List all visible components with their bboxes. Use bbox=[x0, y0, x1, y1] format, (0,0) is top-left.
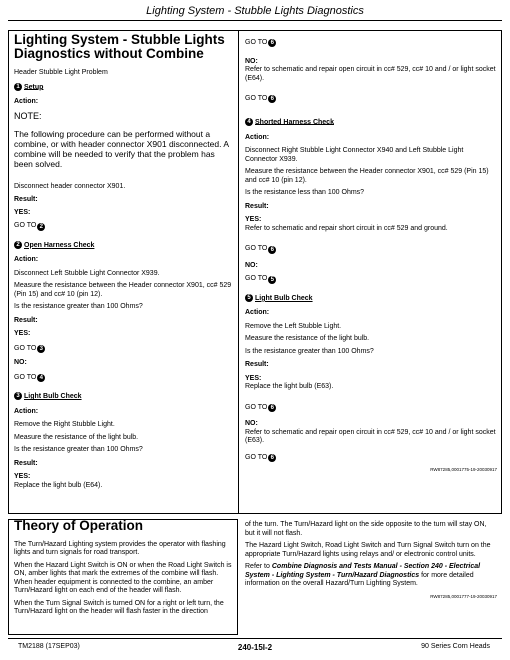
action-label: Action: bbox=[14, 407, 39, 415]
section-title: Lighting System - Stubble Lights Diagnostics without Combine bbox=[14, 32, 225, 61]
step-1-heading: 1 Setup bbox=[14, 83, 236, 92]
no-label: NO: bbox=[245, 420, 258, 428]
step-3-yes-text: Replace the light bulb (E64). bbox=[14, 481, 103, 489]
yes-label: YES: bbox=[14, 330, 31, 338]
goto-link[interactable]: GO TO 6 bbox=[245, 39, 278, 48]
step-5-instruction-1: Remove the Left Stubble Light. bbox=[245, 322, 342, 330]
header-rule bbox=[8, 20, 502, 21]
step-1-instruction: Disconnect header connector X901. bbox=[14, 182, 126, 190]
step-5-instruction-2: Measure the resistance of the light bulb. bbox=[245, 335, 370, 343]
result-label: Result: bbox=[14, 316, 38, 324]
no-label: NO: bbox=[14, 359, 27, 367]
theory-paragraph-1: The Turn/Hazard Lighting system provides the operator with flashing lights and turn signals for road transport. bbox=[14, 540, 226, 556]
no-label: NO: bbox=[245, 57, 258, 65]
theory-left-column bbox=[14, 518, 236, 617]
page-header-title: Lighting System - Stubble Lights Diagnostics bbox=[146, 5, 364, 17]
step-3-heading: 3 Light Bulb Check bbox=[14, 392, 236, 401]
result-label: Result: bbox=[14, 196, 38, 204]
note-label: NOTE: bbox=[14, 111, 42, 122]
yes-label: YES: bbox=[245, 374, 262, 382]
theory-paragraph-6: Refer to Combine Diagnosis and Tests Manual - Section 240 - Electrical System - Lighting System - Turn/Hazard Diagnostics for more detailed information on the overall Hazard/Turn Lighting System. bbox=[245, 563, 481, 587]
step-4-instruction-1: Disconnect Right Stubble Light Connector X940 and Left Stubble Light Connector X939. bbox=[245, 147, 464, 163]
goto-link[interactable]: GO TO 6 bbox=[245, 454, 278, 463]
footer-page-number: 240-15I-2 bbox=[237, 643, 273, 652]
step-5-heading: 5 Light Bulb Check bbox=[245, 294, 497, 303]
theory-right-column bbox=[245, 521, 497, 601]
goto-link[interactable]: GO TO 3 bbox=[14, 345, 47, 354]
step-5-yes-text: Replace the light bulb (E63). bbox=[245, 383, 334, 391]
step-4-question: Is the resistance less than 100 Ohms? bbox=[245, 189, 365, 197]
goto-link[interactable]: GO TO 6 bbox=[245, 404, 278, 413]
result-label: Result: bbox=[14, 459, 38, 467]
note-text: The following procedure can be performed without a combine, or with header connector X901 disconnected. A combine will be needed to verify that the problem has been solved. bbox=[14, 128, 229, 169]
footer-rule bbox=[8, 638, 502, 639]
reference-code: RW87285,0001775-19-20030917 bbox=[430, 467, 497, 473]
action-label: Action: bbox=[245, 133, 270, 141]
theory-paragraph-3: When the Turn Signal Switch is turned ON for a right or left turn, the Turn/Hazard light on the header will flash faster in the direction bbox=[14, 599, 224, 615]
goto-link[interactable]: GO TO 4 bbox=[14, 374, 47, 383]
step-5-no-text: Refer to schematic and repair open circuit in cc# 529, cc# 10 and / or light socket (E63). bbox=[245, 428, 496, 445]
reference-code: RW87285,0001777-19-20030917 bbox=[430, 593, 497, 599]
action-label: Action: bbox=[14, 97, 39, 105]
step-5-question: Is the resistance greater than 100 Ohms? bbox=[245, 347, 374, 355]
column-divider bbox=[238, 30, 239, 514]
action-label: Action: bbox=[14, 256, 39, 264]
theory-paragraph-5: The Hazard Light Switch, Road Light Switch and Turn Signal Switch turn on the appropriate Turn/Hazard lights using relays and/ or electronic control units. bbox=[245, 542, 491, 558]
open-circuit-text: Refer to schematic and repair open circuit in cc# 529, cc# 10 and / or light socket (E64). bbox=[245, 66, 496, 82]
step-4-instruction-2: Measure the resistance between the Header connector X901, cc# 529 (Pin 15) and cc# 10 (pin 12). bbox=[245, 168, 489, 184]
step-2-question: Is the resistance greater than 100 Ohms? bbox=[14, 303, 143, 311]
yes-label: YES: bbox=[245, 216, 262, 224]
step-2-instruction-1: Disconnect Left Stubble Light Connector X939. bbox=[14, 269, 160, 277]
problem-label: Header Stubble Light Problem bbox=[14, 69, 108, 76]
yes-label: YES: bbox=[14, 473, 31, 481]
yes-label: YES: bbox=[14, 208, 31, 216]
footer-left: TM2188 (17SEP03) bbox=[18, 643, 80, 650]
goto-link[interactable]: GO TO 2 bbox=[14, 222, 47, 231]
theory-paragraph-4: of the turn. The Turn/Hazard light on the side opposite to the turn will stay ON, but it will not flash. bbox=[245, 521, 487, 537]
step-2-heading: 2 Open Harness Check bbox=[14, 241, 236, 250]
step-4-heading: 4 Shorted Harness Check bbox=[245, 118, 497, 127]
left-column bbox=[14, 33, 236, 490]
step-3-instruction-1: Remove the Right Stubble Light. bbox=[14, 421, 115, 429]
manual-reference-link[interactable]: Combine Diagnosis and Tests Manual - Section 240 - Electrical System - Lighting System - Turn/Hazard Diagnostics bbox=[245, 563, 481, 579]
step-3-instruction-2: Measure the resistance of the light bulb. bbox=[14, 433, 139, 441]
footer-right: 90 Series Corn Heads bbox=[421, 643, 490, 650]
theory-title: Theory of Operation bbox=[14, 518, 144, 533]
step-2-instruction-2: Measure the resistance between the Header connector X901, cc# 529 (Pin 15) and cc# 10 (pin 12). bbox=[14, 282, 232, 298]
step-4-yes-text: Refer to schematic and repair short circuit in cc# 529 and ground. bbox=[245, 224, 448, 232]
result-label: Result: bbox=[245, 202, 269, 210]
goto-link[interactable]: GO TO 6 bbox=[245, 95, 278, 104]
step-3-question: Is the resistance greater than 100 Ohms? bbox=[14, 446, 143, 454]
right-column bbox=[245, 37, 497, 475]
result-label: Result: bbox=[245, 361, 269, 369]
action-label: Action: bbox=[245, 309, 270, 317]
theory-paragraph-2: When the Hazard Light Switch is ON or when the Road Light Switch is ON, amber lights that mark the extremes of the combine will flash. When header equipment is connected to the combine, an amber Turn/Hazard light on each end of the header will flash. bbox=[14, 561, 232, 594]
no-label: NO: bbox=[245, 261, 258, 269]
goto-link[interactable]: GO TO 6 bbox=[245, 245, 278, 254]
goto-link[interactable]: GO TO 5 bbox=[245, 275, 278, 284]
